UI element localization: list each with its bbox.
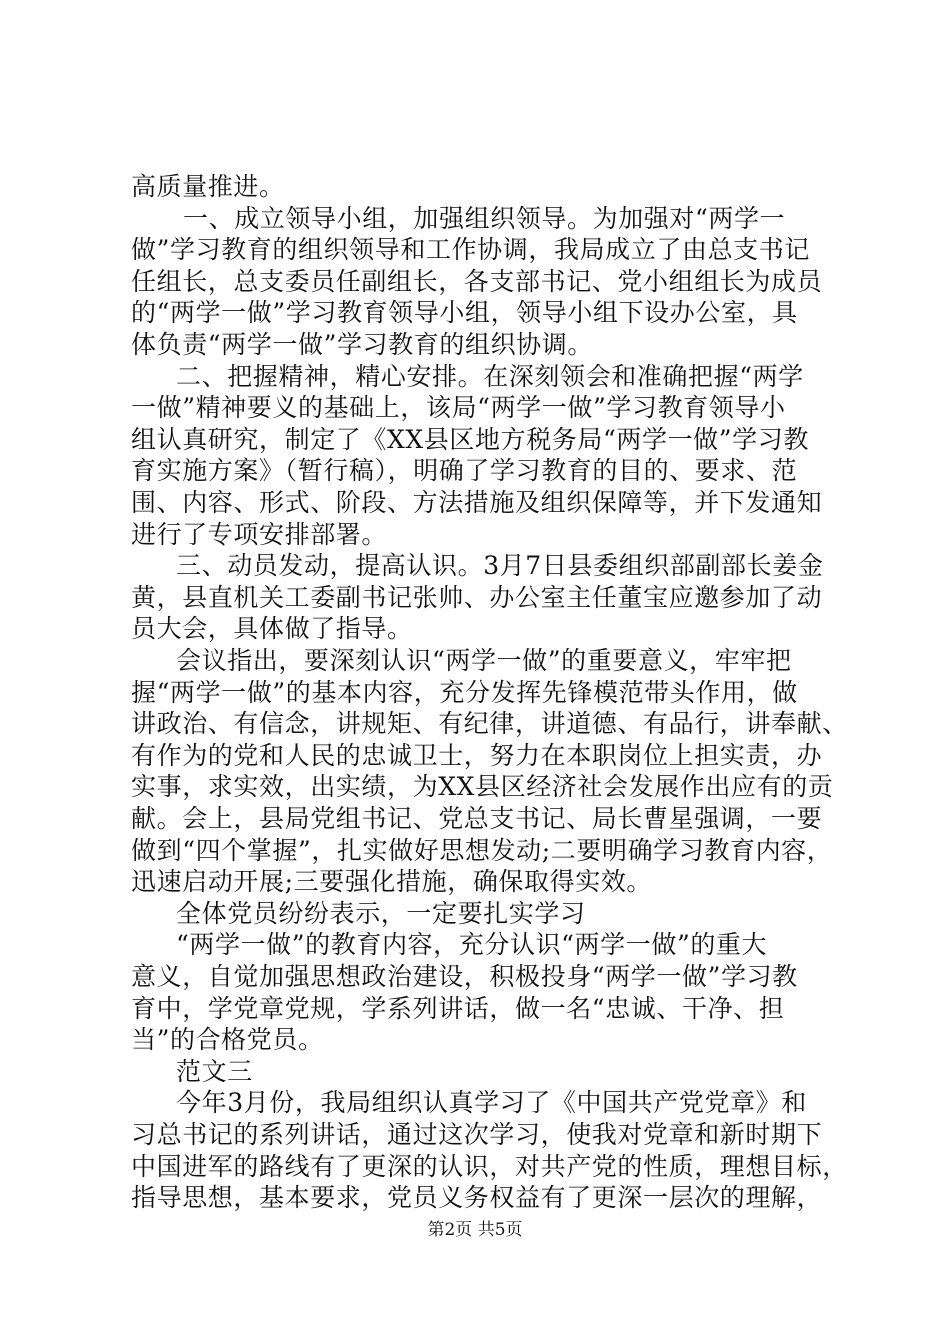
text-line: 一、成立领导小组，加强组织领导。为加强对“两学一 xyxy=(183,203,786,233)
text-line: 指导思想，基本要求，党员义务权益有了更深一层次的理解， xyxy=(131,1183,823,1213)
text-line: 中国进军的路线有了更深的认识，对共产党的性质，理想目标， xyxy=(131,1151,848,1181)
text-line: 会议指出，要深刻认识“两学一做”的重要意义，牢牢把 xyxy=(176,646,792,675)
text-line: 迅速启动开展;三要强化措施，确保取得实效。 xyxy=(131,867,653,897)
text-line: 二、把握精神，精心安排。在深刻领会和准确把握“两学 xyxy=(176,361,804,391)
text-line: 育中，学党章党规，学系列讲话，做一名“忠诚、干净、担 xyxy=(131,993,785,1023)
text-line: 高质量推进。 xyxy=(131,172,285,201)
text-line: 进行了专项安排部署。 xyxy=(131,519,388,549)
text-line: 三、动员发动，提高认识。3月7日县委组织部副部长姜金 xyxy=(176,551,824,581)
text-line: 做到“四个掌握”，扎实做好思想发动;二要明确学习教育内容， xyxy=(131,835,833,865)
text-line: 全体党员纷纷表示，一定要扎实学习 xyxy=(176,898,586,928)
text-line: 黄，县直机关工委副书记张帅、办公室主任董宝应邀参加了动 xyxy=(131,582,823,612)
text-line: “两学一做”的教育内容，充分认识“两学一做”的重大 xyxy=(176,930,768,960)
text-line: 握“两学一做”的基本内容，充分发挥先锋模范带头作用，做 xyxy=(131,677,798,707)
text-line: 讲政治、有信念，讲规矩、有纪律，讲道德、有品行，讲奉献、 xyxy=(131,709,848,739)
text-line: 实事，求实效，出实绩，为XX县区经济社会发展作出应有的贡 xyxy=(131,772,834,802)
text-line: 任组长，总支委员任副组长，各支部书记、党小组组长为成员 xyxy=(131,266,823,296)
text-line: 当”的合格党员。 xyxy=(131,1025,324,1055)
text-line: 围、内容、形式、阶段、方法措施及组织保障等，并下发通知 xyxy=(131,488,823,517)
text-line: 组认真研究，制定了《XX县区地方税务局“两学一做”学习教 xyxy=(131,424,809,454)
text-line: 习总书记的系列讲话，通过这次学习，使我对党章和新时期下 xyxy=(131,1120,823,1149)
text-line: 有作为的党和人民的忠诚卫士，努力在本职岗位上担实责，办 xyxy=(131,740,823,770)
text-line: 的“两学一做”学习教育领导小组，领导小组下设办公室，具 xyxy=(131,298,798,328)
text-line: 一做”精神要义的基础上，该局“两学一做”学习教育领导小 xyxy=(131,393,786,423)
text-line: 员大会，具体做了指导。 xyxy=(131,614,413,644)
text-line: 今年3月份，我局组织认真学习了《中国共产党党章》和 xyxy=(176,1088,807,1118)
text-line: 做”学习教育的组织领导和工作协调，我局成立了由总支书记 xyxy=(131,235,810,265)
text-line: 献。会上，县局党组书记、党总支书记、局长曹星强调，一要 xyxy=(131,804,823,833)
page-number-footer: 第2页 共5页 xyxy=(427,1220,523,1240)
text-line: 意义，自觉加强思想政治建设，积极投身“两学一做”学习教 xyxy=(131,962,798,991)
text-line: 体负责“两学一做”学习教育的组织协调。 xyxy=(131,330,593,359)
section-heading: 范文三 xyxy=(176,1056,253,1086)
text-line: 育实施方案》（暂行稿），明确了学习教育的目的、要求、范 xyxy=(131,456,798,486)
